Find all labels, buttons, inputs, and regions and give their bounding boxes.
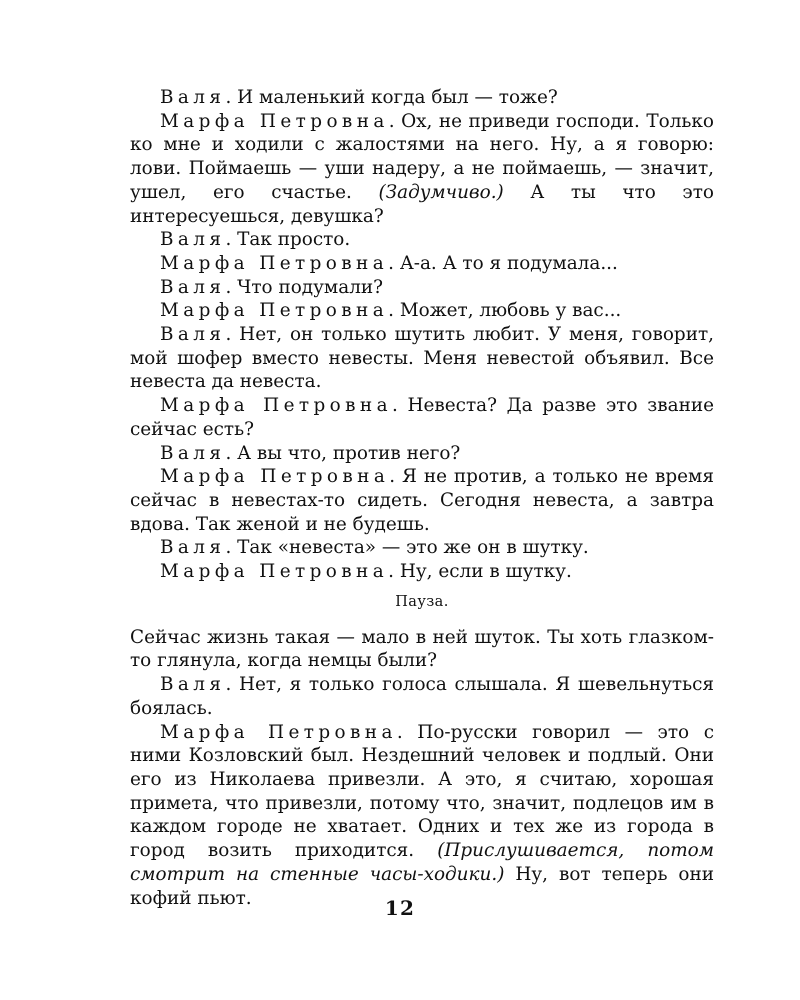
dialogue-line: Валя. Так «невеста» — это же он в шутку. [160,537,589,559]
stage-note: (Прислушивается, потом смотрит на стенные часы-ходики.) [130,840,715,885]
dialogue-line: Марфа Петровна. А-а. А то я подумала... [160,252,618,274]
speaker-name: Марфа Петровна [160,300,389,322]
dialogue-line: Марфа Петровна. Ох, не приведи господи. Только ко мне и ходили с жалостями на него. Ну, а я говорю: лови. Поймаешь — уши надеру, а не поймаешь, — значит, ушел, его счастье. (Задумчиво.) А ты что это интересуешься, девушка? [130,110,714,227]
dialogue-line: Марфа Петровна. Может, любовь у вас... [160,300,622,322]
dialogue-line: Валя. А вы что, против него? [160,442,461,464]
speaker-name: Марфа Петровна [160,466,390,488]
stage-direction: Пауза. [395,593,449,610]
line-text: По-русски говорил — это с ними Козловский был. Нездешний человек и подлый. Они его из Николаева привезли. А это, я считаю, хорошая примета, что привезли, потому что, значит, подлецов им в каждом городе не хватает. Одних и тех же из города в город возить приходится. [130,721,714,862]
page-number: 12 [384,896,416,920]
dialogue-line: Валя. Что подумали? [160,276,383,298]
line-text: Нет, он только шутить любит. У меня, говорит, мой шофер вместо невесты. Меня невестой объявил. Все невеста да невеста. [130,324,714,393]
line-text: Я не против, а только не время сейчас в невестах-то сидеть. Сегодня невеста, а завтра вдова. Так женой и не будешь. [130,466,714,535]
line-text: А вы что, против него? [237,442,461,464]
line-text: А-а. А то я подумала... [399,252,618,274]
stage-note: (Задумчиво.) [378,181,504,203]
speaker-name: Валя [160,276,226,298]
speaker-name: Марфа Петровна [160,561,389,583]
dialogue-continuation [130,626,714,673]
speaker-name: Валя [160,229,226,251]
dialogue-line: Марфа Петровна. Ну, если в шутку. [160,561,572,583]
line-text-continued: Ну, вот теперь они кофий пьют. [130,863,714,909]
dialogue-line: Валя. И маленький когда был — тоже? [160,87,558,108]
line-text-continued: А ты что это интересуешься, девушка? [130,181,714,227]
dialogue-line: Марфа Петровна. Невеста? Да разве это звание сейчас есть? [130,395,714,440]
speaker-name: Марфа Петровна [160,110,389,132]
speaker-name: Марфа Петровна [160,252,389,274]
speaker-name: Валя [160,87,226,108]
line-text: Нет, я только голоса слышала. Я шевельнуться боялась. [130,674,714,719]
speaker-name: Валя [160,674,226,696]
line-text: Так «невеста» — это же он в шутку. [237,537,589,559]
speaker-name: Марфа Петровна [160,721,397,743]
line-text: Может, любовь у вас... [399,300,622,322]
dialogue-line: Валя. Нет, он только шутить любит. У меня, говорит, мой шофер вместо невесты. Меня невестой объявил. Все невеста да невеста. [130,324,714,393]
line-text: Ну, если в шутку. [399,561,572,583]
line-text: Невеста? Да разве это звание сейчас есть? [130,395,714,440]
line-text: Ох, не приведи господи. Только ко мне и ходили с жалостями на него. Ну, а я говорю: лови. Поймаешь — уши надеру, а не поймаешь, — значит, ушел, его счастье. [130,110,714,203]
dialogue-line: Валя. Нет, я только голоса слышала. Я шевельнуться боялась. [130,674,714,719]
dialogue-line: Марфа Петровна. Я не против, а только не время сейчас в невестах-то сидеть. Сегодня невеста, а завтра вдова. Так женой и не будешь. [130,466,714,535]
speaker-name: Валя [160,442,226,464]
speaker-name: Валя [160,324,226,346]
play-text [130,86,714,910]
dialogue-line: Валя. Так просто. [160,229,351,251]
dialogue-line: Марфа Петровна. По-русски говорил — это с ними Козловский был. Нездешний человек и подлый. Они его из Николаева привезли. А это, я считаю, хорошая примета, что привезли, потому что, значит, подлецов им в каждом городе не хватает. Одних и тех же из города в город возить приходится. (Прислушивается, потом смотрит на стенные часы-ходики.) Ну, вот теперь они кофий пьют. [130,721,715,909]
speaker-name: Марфа Петровна [160,395,392,417]
line-text: И маленький когда был — тоже? [237,87,558,108]
line-text: Так просто. [237,229,351,251]
line-text: Сейчас жизнь такая — мало в ней шуток. Ты хоть глазком-то глянула, когда немцы были? [130,626,714,672]
line-text: Что подумали? [237,276,383,298]
speaker-name: Валя [160,537,226,559]
